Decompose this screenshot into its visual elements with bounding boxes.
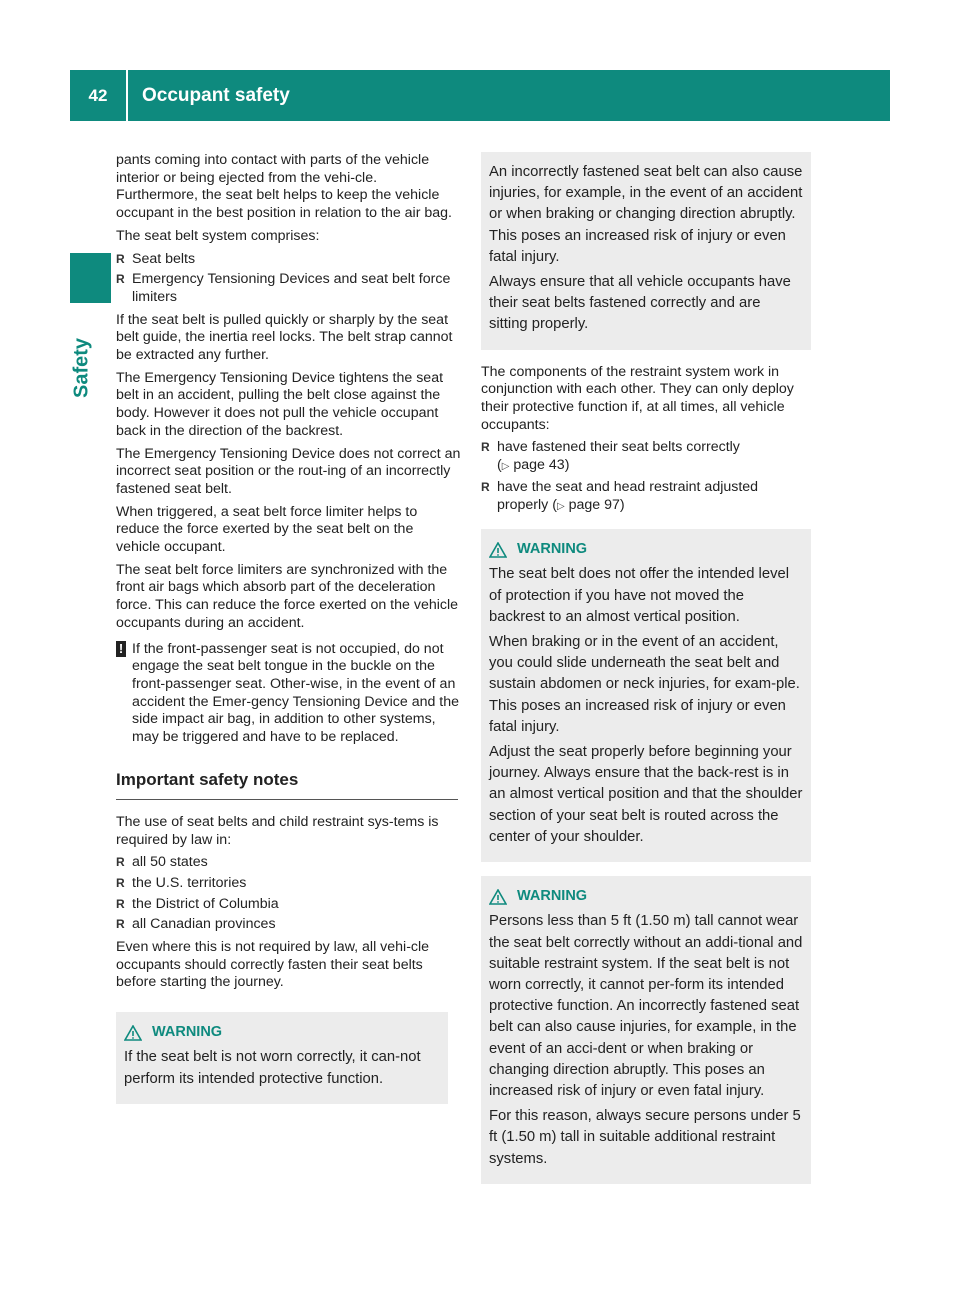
page-ref-arrow-icon: ▷ <box>501 461 510 473</box>
warning-box <box>481 876 811 1184</box>
page-reference-link[interactable]: page 43 <box>513 457 565 474</box>
section-heading: Important safety notes <box>116 769 458 800</box>
warning-box <box>116 1012 448 1104</box>
warning-title: WARNING <box>152 1024 223 1041</box>
paragraph: The seat belt force limiters are synchronized with the front air bags which absorb part of the deceleration force. This can reduce the force exerted on the vehicle occupants during an accident. <box>116 561 459 631</box>
info-box <box>481 152 811 350</box>
list-item-text: have the seat and head restraint adjusted properly <box>497 478 759 513</box>
list-item: R the District of Columbia <box>116 896 461 914</box>
page-title: Occupant safety <box>142 85 290 106</box>
warning-header <box>489 886 803 907</box>
paragraph: For this reason, always secure persons under 5 ft (1.50 m) tall in suitable additional restraint systems. <box>489 1108 801 1167</box>
warning-box <box>481 529 811 862</box>
page-reference-link[interactable]: page 97 <box>568 496 620 513</box>
paragraph: The seat belt does not offer the intended level of protection if you have not moved the backrest to an almost vertical position. <box>489 566 789 625</box>
paragraph: The seat belt system comprises: <box>116 227 320 244</box>
warning-triangle-icon <box>489 889 507 905</box>
warning-title: WARNING <box>517 888 588 905</box>
page-number: 42 <box>88 86 108 105</box>
list-item: R Emergency Tensioning Devices and seat belt force limiters <box>116 271 461 306</box>
paragraph: The Emergency Tensioning Device tightens the seat belt in an accident, pulling the belt close against the body. However it does not pull the vehicle occupant back in the direction of the backrest. <box>116 369 444 439</box>
paragraph: pants coming into contact with parts of the vehicle interior or being ejected from the vehi-cle. Furthermore, the seat belt helps to keep the vehicle occupant in the best position in relation to the air bag. <box>116 152 452 222</box>
paragraph: When triggered, a seat belt force limiter helps to reduce the force exerted by the seat belt on the vehicle occupant. <box>116 503 418 556</box>
note <box>116 641 461 747</box>
warning-header <box>124 1022 440 1043</box>
warning-text: If the seat belt is not worn correctly, it can-not perform its intended protective function. <box>124 1049 421 1087</box>
bullet-list <box>481 439 811 515</box>
paragraph: Always ensure that all vehicle occupants have their seat belts fastened correctly and are sitting properly. <box>489 274 791 333</box>
list-item: R all 50 states <box>116 854 461 872</box>
left-column <box>116 152 461 1104</box>
side-tab-label: Safety <box>70 337 93 399</box>
paragraph: When braking or in the event of an accident, you could slide underneath the seat belt and sustain abdomen or neck injuries, for exam-ple. This poses an increased risk of injury or even fatal injury. <box>489 634 800 735</box>
warning-triangle-icon <box>124 1025 142 1041</box>
paragraph: If the seat belt is pulled quickly or sharply by the seat belt guide, the inertia reel locks. The belt strap cannot be extracted any further. <box>116 311 453 364</box>
list-item-text: have fastened their seat belts correctly <box>497 439 740 456</box>
warning-header <box>489 539 803 560</box>
list-item: R have the seat and head restraint adjusted properly (▷ page 97) <box>481 479 811 515</box>
list-item: R all Canadian provinces <box>116 916 461 934</box>
paragraph: Persons less than 5 ft (1.50 m) tall cannot wear the seat belt correctly without an addi-tional and suitable restraint system. If the seat belt is not worn correctly, it cannot per-form its intended protective function. An incorrectly fastened seat belt can also cause injuries, for example, in the event of an acci-dent or when braking or changing direction abruptly. This poses an increased risk of injury or even fatal injury. <box>489 913 803 1099</box>
note-text: If the front-passenger seat is not occupied, do not engage the seat belt tongue in the buckle on the front-passenger seat. Other-wise, in the event of an accident the Emer-gency Tensioning Device and the side impact air bag, in addition to other systems, may be triggered and have to be replaced. <box>132 640 460 746</box>
list-item: R Seat belts <box>116 251 461 269</box>
paragraph: Even where this is not required by law, all vehi-cle occupants should correctly fasten their seat belts before starting the journey. <box>116 939 430 991</box>
paragraph: The components of the restraint system work in conjunction with each other. They can only deploy their protective function if, at all times, all vehicle occupants: <box>481 363 794 433</box>
paragraph: An incorrectly fastened seat belt can also cause injuries, for example, in the event of an accident or when braking or changing direction abruptly. This poses an increased risk of injury or even fatal injury. <box>489 164 803 265</box>
page-header <box>70 70 890 121</box>
paragraph: Adjust the seat properly before beginning your journey. Always ensure that the back-rest is in an almost vertical position and that the shoulder section of your seat belt is routed across the center of your shoulder. <box>489 744 803 845</box>
list-item: R have fastened their seat belts correctly (▷ page 43) <box>481 439 811 475</box>
side-tab-marker <box>70 253 111 303</box>
list-item: R the U.S. territories <box>116 875 461 893</box>
warning-triangle-icon <box>489 542 507 558</box>
right-column <box>481 152 811 1184</box>
paragraph: The Emergency Tensioning Device does not correct an incorrect seat position or the rout-ing of an incorrectly fastened seat belt. <box>116 445 461 497</box>
paragraph: The use of seat belts and child restraint sys-tems is required by law in: <box>116 813 439 848</box>
exclamation-icon: ! <box>116 641 126 657</box>
header-divider <box>126 70 128 121</box>
warning-title: WARNING <box>517 541 588 558</box>
bullet-list <box>116 251 461 307</box>
bullet-list <box>116 854 461 934</box>
page-ref-arrow-icon: ▷ <box>556 500 565 512</box>
